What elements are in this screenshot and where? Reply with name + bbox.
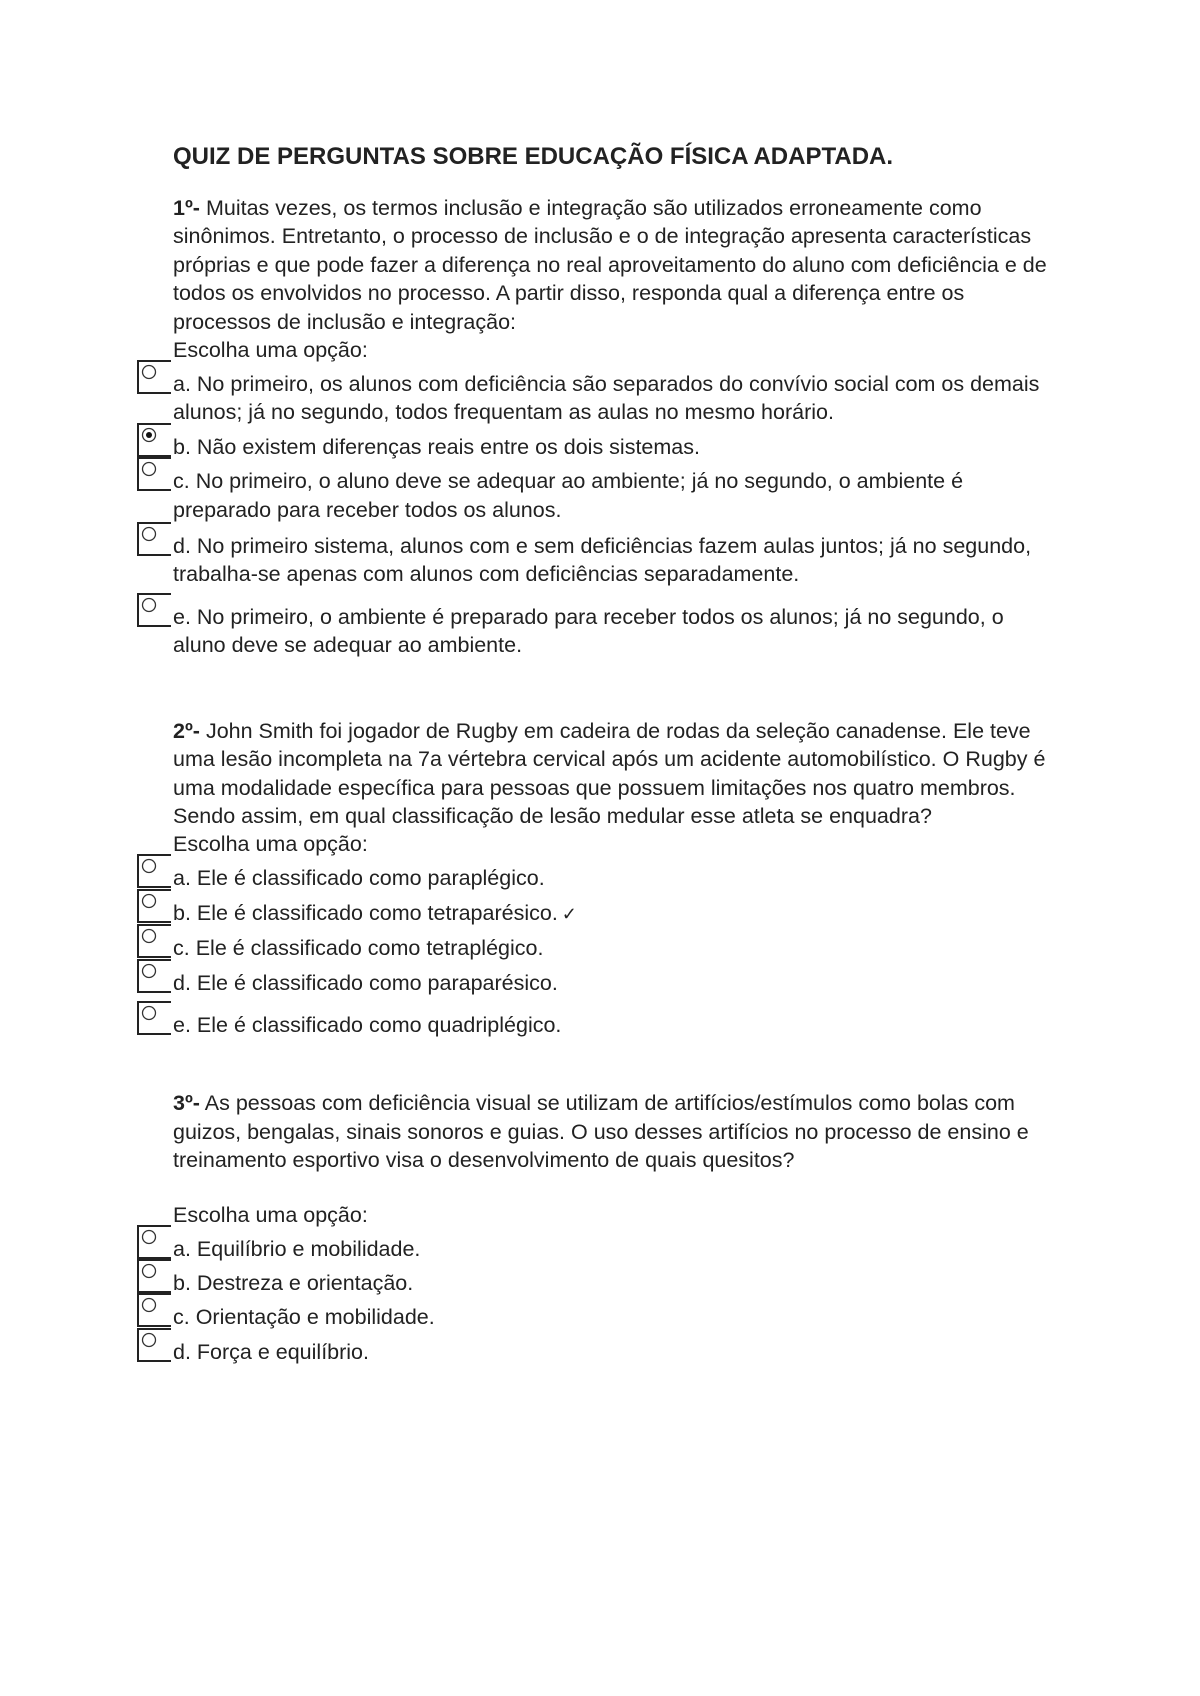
radio-button[interactable] [137, 1259, 171, 1293]
option-text: c. Orientação e mobilidade. [173, 1305, 435, 1330]
question-body: Muitas vezes, os termos inclusão e integração são utilizados erroneamente como sinônimos. Entretanto, o processo de inclusão e o de integração apresenta características próprias e que pode fazer a diferença no real aproveitamento do aluno com deficiência e de todos os envolvidos no processo. A partir disso, responda qual a diferença entre os processos de inclusão e integração: [173, 196, 1047, 334]
quiz-title: QUIZ DE PERGUNTAS SOBRE EDUCAÇÃO FÍSICA ADAPTADA. [173, 143, 894, 170]
question-number: 3º- [173, 1091, 200, 1116]
option-a[interactable] [173, 1235, 1053, 1263]
question-text [173, 194, 1053, 336]
radio-button-selected[interactable] [137, 423, 171, 457]
option-text: a. Equilíbrio e mobilidade. [173, 1236, 421, 1261]
option-text: d. No primeiro sistema, alunos com e sem deficiências fazem aulas juntos; já no segundo, trabalha-se apenas com alunos com deficiências separadamente. [173, 534, 1032, 587]
radio-button[interactable] [137, 854, 171, 888]
radio-button[interactable] [137, 522, 171, 556]
radio-button[interactable] [137, 1001, 171, 1035]
option-c[interactable] [173, 1303, 1053, 1331]
option-d[interactable] [173, 532, 1053, 589]
option-text: a. Ele é classificado como paraplégico. [173, 866, 545, 891]
radio-button[interactable] [137, 593, 171, 627]
option-a[interactable] [173, 370, 1053, 427]
option-text: d. Ele é classificado como paraparésico. [173, 970, 558, 995]
option-b[interactable] [173, 433, 1053, 461]
radio-button[interactable] [137, 457, 171, 491]
question-number: 2º- [173, 718, 200, 743]
choose-option-label: Escolha uma opção: [173, 338, 368, 363]
option-text: b. Ele é classificado como tetraparésico. [173, 900, 558, 925]
option-b[interactable] [173, 1269, 1053, 1297]
option-d[interactable] [173, 1338, 1053, 1366]
question-1 [173, 194, 1053, 660]
option-text: c. Ele é classificado como tetraplégico. [173, 936, 544, 961]
option-c[interactable] [173, 934, 1053, 962]
option-b[interactable] [173, 899, 1053, 928]
quiz-content [173, 142, 1053, 1366]
radio-button[interactable] [137, 1293, 171, 1327]
question-3 [173, 1089, 1053, 1366]
radio-button[interactable] [137, 1328, 171, 1362]
option-text: c. No primeiro, o aluno deve se adequar ao ambiente; já no segundo, o ambiente é preparado para receber todos os alunos. [173, 469, 964, 522]
question-body: As pessoas com deficiência visual se utilizam de artifícios/estímulos como bolas com guizos, bengalas, sinais sonoros e guias. O uso desses artifícios no processo de ensino e treinamento esportivo visa o desenvolvimento de quais quesitos? [173, 1091, 1029, 1173]
radio-button[interactable] [137, 959, 171, 993]
option-text: a. No primeiro, os alunos com deficiência são separados do convívio social com os demais alunos; já no segundo, todos frequentam as aulas no mesmo horário. [173, 372, 1040, 425]
option-d[interactable] [173, 969, 1053, 997]
option-text: e. No primeiro, o ambiente é preparado para receber todos os alunos; já no segundo, o aluno deve se adequar ao ambiente. [173, 604, 1004, 658]
radio-button[interactable] [137, 1225, 171, 1259]
option-text: e. Ele é classificado como quadriplégico. [173, 1012, 562, 1037]
option-e[interactable] [173, 603, 1053, 660]
choose-option-label: Escolha uma opção: [173, 1202, 368, 1227]
correct-check-icon: ✓ [561, 903, 577, 924]
question-text [173, 1089, 1053, 1174]
radio-button[interactable] [137, 889, 171, 923]
choose-option-label: Escolha uma opção: [173, 832, 368, 857]
option-a[interactable] [173, 864, 1053, 892]
option-text: d. Força e equilíbrio. [173, 1339, 369, 1364]
question-text [173, 717, 1053, 831]
option-text: b. Não existem diferenças reais entre os dois sistemas. [173, 434, 700, 459]
option-text: b. Destreza e orientação. [173, 1270, 414, 1295]
question-body: John Smith foi jogador de Rugby em cadeira de rodas da seleção canadense. Ele teve uma lesão incompleta na 7a vértebra cervical após um acidente automobilístico. O Rugby é uma modalidade específica para pessoas que possuem limitações nos quatro membros. Sendo assim, em qual classificação de lesão medular esse atleta se enquadra? [173, 718, 1046, 828]
option-c[interactable] [173, 467, 1053, 524]
radio-button[interactable] [137, 924, 171, 958]
question-2 [173, 717, 1053, 1040]
option-e[interactable] [173, 1011, 1053, 1039]
radio-button[interactable] [137, 360, 171, 394]
question-number: 1º- [173, 196, 200, 220]
